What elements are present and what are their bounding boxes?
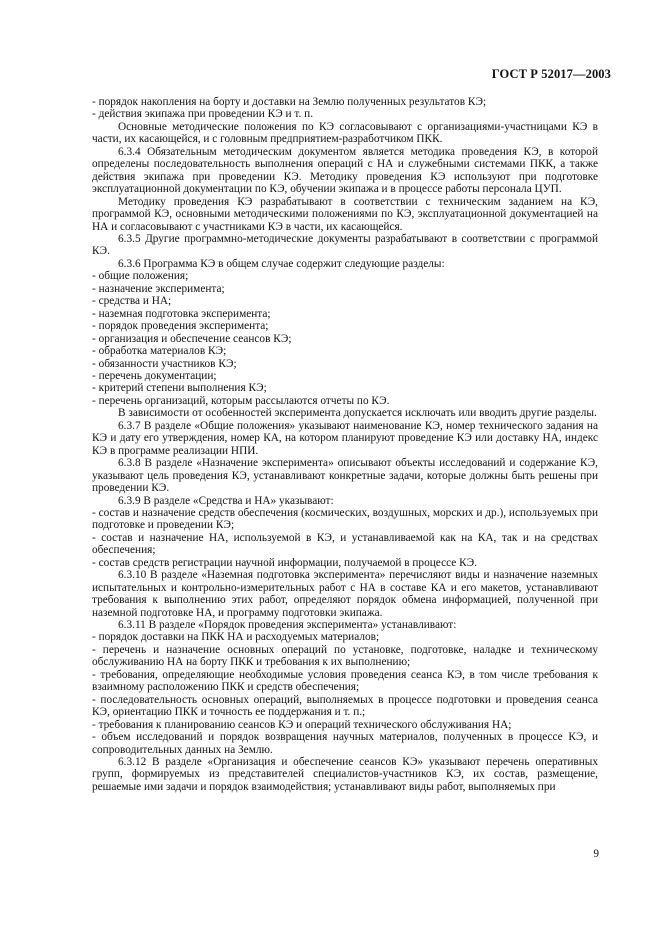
list-item: - состав средств регистрации научной информации, получаемой в процессе КЭ. (92, 556, 478, 569)
paragraph: 6.3.12 В разделе «Организация и обеспечение сеансов КЭ» указывают перечень оперативных групп, формируемых из представителей специалистов-участников КЭ, их состав, размещение, решаемые ими задачи и порядок взаимодействия; устанавливают виды работ, выполняемых при (92, 756, 598, 793)
paragraph: 6.3.11 В разделе «Порядок проведения эксперимента» устанавливают: (118, 619, 457, 632)
list-item: - последовательность основных операций, выполняемых в процессе подготовки и проведения сеанса КЭ, ориентацию ПКК и точность ее поддержания и т. п.; (92, 693, 598, 719)
list-item: - порядок накопления на борту и доставки на Землю полученных результатов КЭ; (92, 96, 487, 108)
list-item: - наземная подготовка эксперимента; (92, 307, 271, 320)
paragraph: 6.3.10 В разделе «Наземная подготовка эксперимента» перечисляют виды и назначение наземных испытательных и контрольно-измерительных работ с НА в составе КА и его макетов, устанавливают требования к выполнению этих работ, определяют порядок обмена информацией, полученной при наземной подготовке НА, и программу подготовки экипажа. (92, 569, 598, 619)
list-item: - состав и назначение НА, используемой в КЭ, и устанавливаемой как на КА, так и на средствах обеспечения; (92, 531, 598, 557)
list-item: - общие положения; (92, 270, 189, 283)
list-item: - действия экипажа при проведении КЭ и т. п. (92, 108, 314, 121)
list-item: - организация и обеспечение сеансов КЭ; (92, 332, 292, 345)
paragraph: Методику проведения КЭ разрабатывают в соответствии с техническим заданием на КЭ, программой КЭ, основными методическими положениями по КЭ, эксплуатационной документацией на НА и согласовывают с участниками КЭ в части, их касающейся. (92, 195, 598, 233)
list-item: - объем исследований и порядок возвращения научных материалов, полученных в процессе КЭ, и сопроводительных данных на Землю. (92, 731, 598, 756)
paragraph: 6.3.8 В разделе «Назначение эксперимента» описывают объекты исследований и содержание КЭ, указывают цель проведения КЭ, устанавливают конкретные задачи, которые должны быть решены при проведении КЭ. (92, 457, 598, 495)
list-item: - перечень и назначение основных операций по установке, подготовке, наладке и техническому обслуживанию НА на борту ПКК и требования к их выполнению; (92, 643, 598, 669)
list-item: - порядок доставки на ПКК НА и расходуемых материалов; (92, 631, 380, 644)
list-item: - средства и НА; (92, 295, 172, 308)
paragraph: 6.3.9 В разделе «Средства и НА» указывают: (118, 494, 334, 507)
list-item: - требования к планированию сеансов КЭ и операций технического обслуживания НА; (92, 718, 512, 731)
document-code-header: ГОСТ Р 52017—2003 (491, 67, 611, 81)
paragraph: 6.3.6 Программа КЭ в общем случае содержит следующие разделы: (118, 257, 445, 270)
paragraph: 6.3.4 Обязательным методическим документом является методика проведения КЭ, в которой определены последовательность выполнения операций с НА и служебными системами ПКК, а также действия экипажа при проведении КЭ. Методику проведения КЭ используют при подготовке эксплуатационной документации по КЭ, обучении экипажа и в процессе работы персонала ЦУП. (92, 145, 598, 196)
list-item: - назначение эксперимента; (92, 282, 225, 295)
page-number: 9 (593, 848, 599, 860)
list-item: - перечень документации; (92, 369, 217, 382)
paragraph: В зависимости от особенностей эксперимента допускается исключать или вводить другие разделы. (118, 407, 597, 420)
list-item: - состав и назначение средств обеспечения (космических, воздушных, морских и др.), используемых при подготовке и проведении КЭ; (92, 506, 598, 532)
paragraph: Основные методические положения по КЭ согласовывают с организациями-участницами КЭ в части, их касающейся, и с головным предприятием-разработчиком ПКК. (92, 120, 598, 146)
list-item: - требования, определяющие необходимые условия проведения сеанса КЭ, в том числе требования к взаимному расположению ПКК и средств обеспечения; (92, 668, 598, 694)
list-item: - критерий степени выполнения КЭ; (92, 382, 267, 395)
paragraph: 6.3.5 Другие программно-методические документы разрабатывают в соответствии с программой КЭ. (92, 232, 598, 258)
paragraph: 6.3.7 В разделе «Общие положения» указывают наименование КЭ, номер технического задания на КЭ и дату его утверждения, номер КА, на котором планируют проведение КЭ или доставку НА, индекс КЭ в программе реализации НПИ. (92, 419, 598, 457)
list-item: - обязанности участников КЭ; (92, 357, 237, 370)
body-text (92, 96, 598, 793)
list-item: - порядок проведения эксперимента; (92, 320, 269, 333)
list-item: - перечень организаций, которым рассылаются отчеты по КЭ. (92, 394, 390, 407)
list-item: - обработка материалов КЭ; (92, 345, 227, 358)
